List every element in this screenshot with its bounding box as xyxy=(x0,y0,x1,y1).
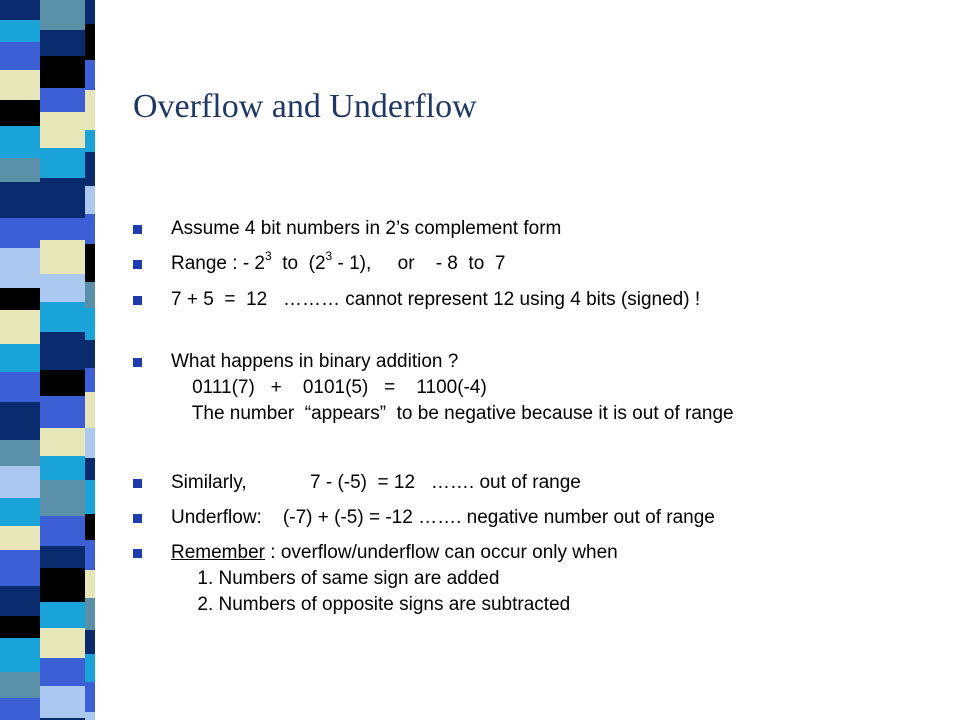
stripe-block xyxy=(0,550,40,586)
stripe-block xyxy=(40,686,85,718)
bullet-square-icon xyxy=(133,549,142,558)
stripe-block xyxy=(85,630,95,654)
stripe-block xyxy=(85,282,95,308)
stripe-block xyxy=(0,586,40,616)
stripe-block xyxy=(0,372,40,402)
stripe-block xyxy=(40,658,85,686)
bullet-text: Similarly, 7 - (-5) = 12 ……. out of range xyxy=(171,472,581,493)
stripe-block xyxy=(40,178,85,218)
stripe-block xyxy=(40,428,85,456)
stripe-block xyxy=(85,130,95,152)
bullet-text xyxy=(171,248,506,277)
stripe-block xyxy=(40,112,85,148)
stripe-block xyxy=(0,126,40,158)
bullet-text xyxy=(171,540,618,618)
stripe-block xyxy=(0,0,40,20)
bullet-text: 7 + 5 = 12 ……… cannot represent 12 using 4 bits (signed) ! xyxy=(171,289,701,310)
stripe-block xyxy=(85,0,95,24)
bullet-text: Assume 4 bit numbers in 2’s complement form xyxy=(171,218,562,239)
slide-title: Overflow and Underflow xyxy=(133,88,477,125)
stripe-column xyxy=(85,0,95,720)
stripe-column xyxy=(40,0,85,720)
stripe-block xyxy=(0,20,40,42)
stripe-block xyxy=(0,638,40,672)
stripe-block xyxy=(0,42,40,70)
stripe-block xyxy=(85,60,95,90)
stripe-block xyxy=(0,402,40,440)
bullet-square-icon xyxy=(133,358,142,367)
stripe-block xyxy=(0,100,40,126)
bullet-square-icon xyxy=(133,296,142,305)
stripe-block xyxy=(85,428,95,458)
stripe-block xyxy=(85,152,95,186)
stripe-block xyxy=(40,240,85,274)
stripe-block xyxy=(40,88,85,112)
stripe-block xyxy=(0,182,40,218)
stripe-block xyxy=(0,248,40,288)
range-label: Range : - 2 xyxy=(171,253,265,274)
bullet-line: What happens in binary addition ? xyxy=(171,351,459,372)
stripe-block xyxy=(0,158,40,182)
stripe-block xyxy=(40,218,85,240)
bullet-text xyxy=(171,349,734,427)
stripe-block xyxy=(85,186,95,214)
remember-rest: : overflow/underflow can occur only when xyxy=(264,542,618,563)
stripe-block xyxy=(85,540,95,570)
stripe-block xyxy=(40,568,85,602)
stripe-block xyxy=(85,214,95,244)
stripe-block xyxy=(0,698,40,720)
bullet-line: 0111(7) + 0101(5) = 1100(-4) xyxy=(171,377,487,398)
bullet-line: 1. Numbers of same sign are added xyxy=(171,568,500,589)
stripe-block xyxy=(85,392,95,428)
stripe-block xyxy=(40,480,85,516)
bullet-line: 2. Numbers of opposite signs are subtracted xyxy=(171,594,571,615)
stripe-block xyxy=(40,274,85,302)
stripe-block xyxy=(85,90,95,130)
stripe-block xyxy=(85,458,95,480)
stripe-block xyxy=(40,148,85,178)
stripe-block xyxy=(0,70,40,100)
exponent: 3 xyxy=(265,248,272,263)
stripe-block xyxy=(40,602,85,628)
bullet-square-icon xyxy=(133,514,142,523)
bullet-square-icon xyxy=(133,225,142,234)
stripe-block xyxy=(40,546,85,568)
range-rest: - 1), or - 8 to 7 xyxy=(332,253,506,274)
stripe-block xyxy=(40,302,85,332)
exponent: 3 xyxy=(325,248,333,263)
stripe-block xyxy=(40,30,85,56)
decorative-stripe xyxy=(0,0,110,720)
stripe-block xyxy=(40,396,85,428)
stripe-block xyxy=(85,308,95,340)
stripe-block xyxy=(40,332,85,370)
range-to: to (2 xyxy=(271,253,326,274)
stripe-block xyxy=(0,672,40,698)
stripe-block xyxy=(0,526,40,550)
bullet-square-icon xyxy=(133,260,142,269)
stripe-column xyxy=(0,0,40,720)
stripe-block xyxy=(85,480,95,514)
stripe-block xyxy=(85,598,95,630)
stripe-block xyxy=(40,456,85,480)
bullet-line xyxy=(171,540,618,566)
stripe-block xyxy=(85,514,95,540)
stripe-block xyxy=(0,218,40,248)
stripe-block xyxy=(40,370,85,396)
stripe-block xyxy=(40,0,85,30)
stripe-block xyxy=(40,56,85,88)
stripe-block xyxy=(85,682,95,712)
stripe-block xyxy=(85,368,95,392)
bullet-text: Underflow: (-7) + (-5) = -12 ……. negative number out of range xyxy=(171,507,715,528)
stripe-block xyxy=(40,628,85,658)
stripe-block xyxy=(85,340,95,368)
stripe-block xyxy=(85,654,95,682)
stripe-block xyxy=(0,310,40,344)
stripe-block xyxy=(0,616,40,638)
bullet-line: The number “appears” to be negative because it is out of range xyxy=(171,403,734,424)
stripe-block xyxy=(0,344,40,372)
stripe-block xyxy=(0,440,40,466)
stripe-block xyxy=(85,244,95,282)
stripe-block xyxy=(0,466,40,498)
stripe-block xyxy=(40,516,85,546)
stripe-block xyxy=(85,712,95,720)
bullet-square-icon xyxy=(133,479,142,488)
stripe-block xyxy=(85,570,95,598)
stripe-block xyxy=(0,288,40,310)
stripe-block xyxy=(85,24,95,60)
remember-label: Remember xyxy=(171,542,265,563)
stripe-block xyxy=(0,498,40,526)
